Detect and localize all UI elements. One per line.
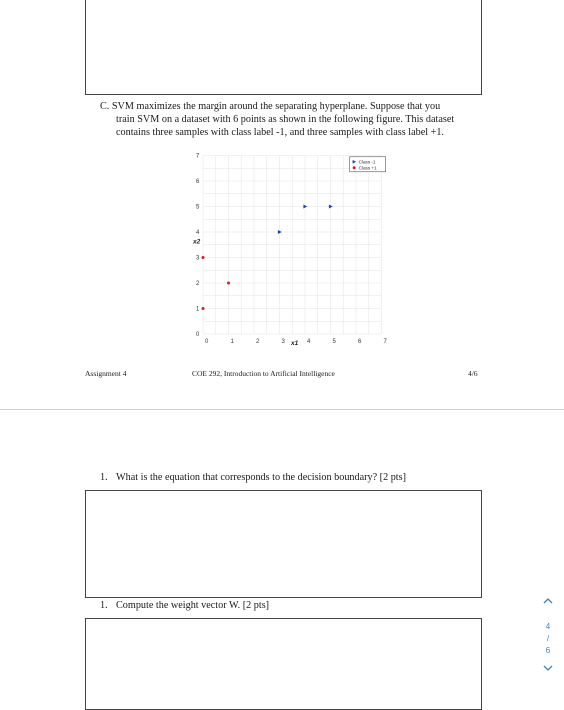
y-tick-label: 7	[196, 153, 200, 160]
y-tick-label: 2	[196, 281, 200, 287]
y-tick-label: 5	[196, 204, 200, 211]
question-2	[100, 600, 269, 611]
y-tick-label: 1	[196, 306, 200, 313]
y-tick-label: 0	[196, 332, 200, 338]
legend-marker-class-pos	[353, 166, 356, 169]
question-c-line-1: C. SVM maximizes the margin around the separating hyperplane. Suppose that you	[100, 101, 441, 112]
footer-course: COE 292, Introduction to Artificial Intelligence	[192, 369, 335, 378]
x-tick-label: 1	[230, 339, 234, 345]
chevron-up-icon[interactable]	[541, 597, 555, 606]
data-point-class-pos	[227, 282, 230, 285]
question-c-line-2: train SVM on a dataset with 6 points as shown in the following figure. This dataset	[116, 114, 455, 125]
answer-box-1[interactable]	[85, 490, 482, 598]
question-1-number: 1.	[100, 472, 108, 483]
legend-label: Class +1	[358, 165, 377, 171]
question-1	[100, 472, 406, 483]
svm-scatter-chart	[190, 145, 400, 345]
y-tick-label: 3	[196, 255, 200, 262]
x-tick-label: 7	[383, 339, 387, 345]
x-tick-label: 2	[256, 339, 260, 345]
data-point-class-pos	[202, 256, 205, 259]
data-point-class-pos	[202, 307, 205, 310]
pager-total-pages: 6	[545, 646, 551, 655]
answer-box-top	[85, 0, 482, 95]
x-tick-label: 3	[281, 339, 285, 345]
answer-box-2[interactable]	[85, 618, 482, 710]
y-tick-label: 4	[196, 230, 200, 236]
x-tick-label: 0	[205, 339, 209, 345]
x-axis-label: x1	[290, 340, 299, 345]
question-c-text	[100, 100, 485, 139]
question-1-text: What is the equation that corresponds to the decision boundary? [2 pts]	[116, 472, 406, 483]
page-divider	[0, 409, 564, 410]
x-tick-label: 5	[332, 339, 336, 345]
y-axis-label: x2	[193, 238, 201, 246]
x-tick-label: 4	[307, 339, 311, 345]
question-2-text: Compute the weight vector W. [2 pts]	[116, 600, 270, 611]
question-c-line-3: contains three samples with class label -1, and three samples with class label +1.	[116, 127, 444, 138]
pager-current-page: 4	[545, 622, 551, 631]
x-tick-label: 6	[358, 339, 362, 345]
legend-label: Class -1	[358, 159, 376, 165]
y-tick-label: 6	[196, 179, 200, 185]
question-2-number: 1.	[100, 600, 108, 611]
pager-separator: /	[546, 634, 550, 643]
chevron-down-icon[interactable]	[541, 664, 555, 673]
footer-page-number: 4/6	[468, 369, 478, 378]
footer-assignment: Assignment 4	[85, 369, 127, 378]
